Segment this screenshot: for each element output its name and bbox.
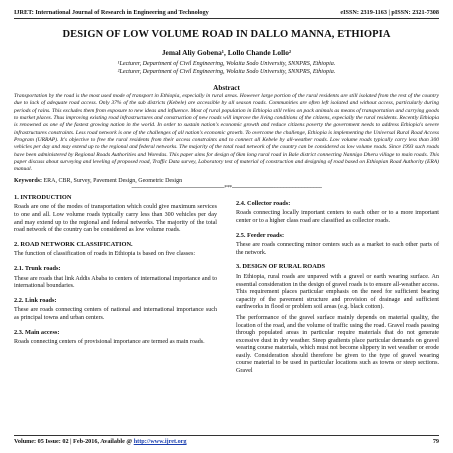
subsection-heading: 2.5. Feeder roads: bbox=[236, 231, 285, 239]
keywords-label: Keywords: bbox=[14, 177, 42, 184]
journal-header bbox=[14, 0, 439, 19]
section-heading: 2. ROAD NETWORK CLASSIFICATION. bbox=[14, 240, 133, 248]
paragraph: The function of classification of roads in Ethiopia is based on five classes: bbox=[14, 251, 196, 258]
journal-url-link[interactable]: http://www.ijret.org bbox=[133, 438, 187, 445]
issn: eISSN: 2319-1163 | pISSN: 2321-7308 bbox=[340, 9, 439, 16]
paragraph: The performance of the gravel surface mainly depends on material quality, the location of the road, and the volume of traffic using the road. Gravel roads passing through populated areas in particular require materials that do not generate excessive dust in dry weather. Steep gradients place particular demands on gravel wearing course materials, which must not become slippery in wet weather or erode easily. Consideration should therefore be given to the type of gravel wearing course material to be used in particular locations such as towns or steep sections. Gravel bbox=[236, 314, 439, 375]
affiliations bbox=[14, 60, 439, 76]
paragraph: Roads connecting centers of provisional importance are termed as main roads. bbox=[14, 339, 205, 346]
page-number: 79 bbox=[432, 438, 439, 445]
paragraph: These are roads that link Addis Ababa to centers of international importance and to international boundaries. bbox=[14, 275, 217, 290]
subsection-heading: 2.2. Link roads: bbox=[14, 296, 57, 304]
keywords-text: ERA, CBR, Survey, Pavement Design, Geometric Design bbox=[42, 177, 183, 184]
body-columns bbox=[14, 194, 439, 379]
paragraph: In Ethiopia, rural roads are unpaved with a gravel or earth wearing surface. An essential consideration in the design of gravel roads is to ensure all-weather access. This requirement places particular emphasis on the need for sufficient bearing capacity of the pavement structure and provision of drainage and sufficient earthworks in flood or problem soil areas (e.g. black cotton). bbox=[236, 273, 439, 311]
section-heading: 3. DESIGN OF RURAL ROADS bbox=[236, 263, 326, 271]
paragraph: These are roads connecting minor centers such as a market to each other parts of the network. bbox=[236, 242, 439, 256]
abstract-text: Transportation by the road is the most used mode of transport in Ethiopia, especially in rural areas. However large portion of the rural residents are still isolated from the rest of the country due to lack of adequate road access. Only 37% of the sub districts (Kebele) are accessible by all season roads. Communities are often left isolated and without access, particularly during periods of rains. This excludes them from exposure to new ideas and influence. Most of rural population in Ethiopia still relies on pack animals as means of transportation and carrying goods to market places. Thus improving existing road infrastructures and construction of new roads will improve the living conditions of the citizens, especially the rural residents. Recently Ethiopia is renowned as one of the fastest growing nation in the world. In order to sustain nation's economic growth and reduce citizens poverty the government needs to address Ethiopia's severe infrastructures constraints. Less road network is one of the challenges of all nation's economic growth. To overcome the challenge, Ethiopia is implementing the Universal Rural Road Access Program (URRAP). It's objective to free the rural residents from their access constraints and to connect all Kebele by all-weather roads. Low volume roads typically carry less than 300 vehicles per day and may extend up to the regional and federal networks. The majority of the total road network of the country can be considered as low volume roads. Since 1993 such roads have been administered by Regional Roads Authorities and Woredas. This paper aims for design of 6km long rural road in Bale district connecting Nannigo Dheru village to main roads. This paper discuss about surveying and leveling of proposed road, Traffic Data survey, Laboratory test of material of construction and designing of road based on Ethiopian Road Authority (ERA) manual. bbox=[14, 93, 439, 173]
affiliation-1: ¹Lecturer, Department of Civil Engineering, Wolaita Sodo University, SNNPRS, Ethiopia. bbox=[117, 61, 336, 67]
left-column bbox=[14, 194, 217, 379]
separator: --------------------------------------------------------------***------------------------------------------------------------ bbox=[131, 184, 322, 191]
abstract-heading: Abstract bbox=[213, 84, 240, 92]
paragraph: These are roads connecting centers of national and international importance such as principal towns and urban centers. bbox=[14, 307, 217, 321]
affiliation-2: ²Lecturer, Department of Civil Engineering, Wolaita Sodo University, SNNPRS, Ethiopia. bbox=[117, 69, 336, 75]
subsection-heading: 2.3. Main access: bbox=[14, 328, 60, 336]
authors: Jemal Aliy Gobena¹, Lollo Chande Lollo² bbox=[161, 48, 292, 57]
section-heading: 1. INTRODUCTION bbox=[14, 193, 72, 201]
page-footer bbox=[14, 435, 439, 445]
subsection-heading: 2.1. Trunk roads: bbox=[14, 264, 61, 272]
right-column bbox=[236, 194, 439, 379]
footer-volume bbox=[14, 438, 187, 445]
keywords bbox=[14, 178, 439, 184]
subsection-heading: 2.4. Collector roads: bbox=[236, 199, 291, 207]
paper-title: DESIGN OF LOW VOLUME ROAD IN DALLO MANNA, ETHIOPIA bbox=[62, 29, 391, 40]
footer-volume-text: Volume: 05 Issue: 02 | Feb-2016, Available @ bbox=[14, 438, 133, 445]
paragraph: Roads are one of the modes of transportation which could give maximum services to one and all. Low volume roads typically carry less than 300 vehicles per day and may extend up to the regional and federal networks. The majority of the total road network of the country can be considered as low volume roads. bbox=[14, 204, 217, 234]
journal-name: IJRET: International Journal of Research in Engineering and Technology bbox=[14, 9, 209, 16]
paragraph: Roads connecting locally important centers to each other or to a more important center or to a higher class road are classified as collector roads. bbox=[236, 210, 439, 224]
